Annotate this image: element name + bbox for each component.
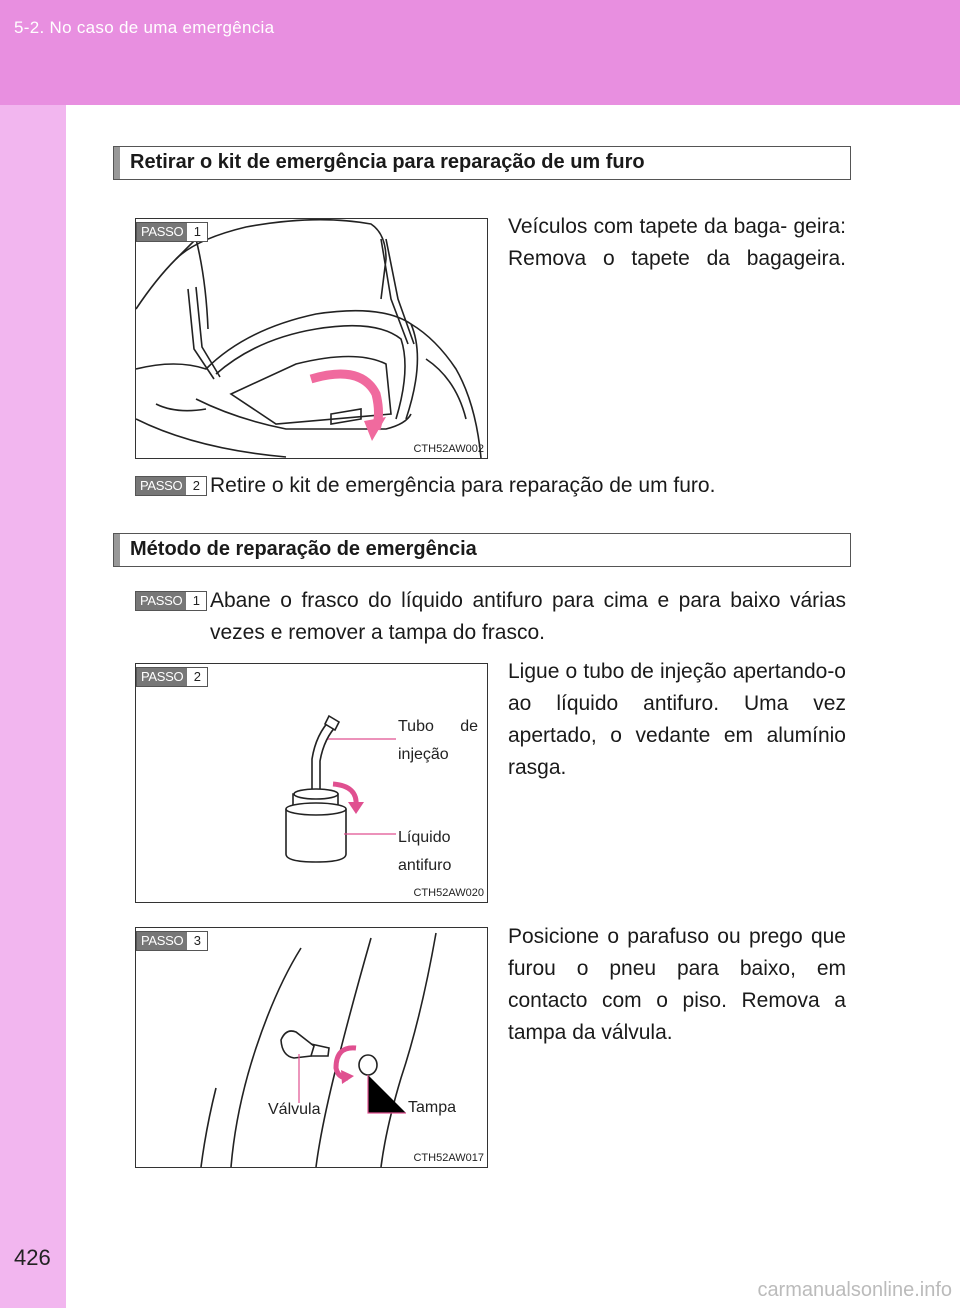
figure-code: CTH52AW002 xyxy=(413,443,484,455)
step-text: Posicione o parafuso ou prego que furou o pneu para baixo, em contacto com o piso. Remova a tampa da válvula. xyxy=(508,925,846,1044)
figure-trunk xyxy=(135,218,488,459)
section-heading-repair-method xyxy=(113,533,851,567)
watermark: carmanualsonline.info xyxy=(757,1279,952,1301)
trunk-illustration xyxy=(136,219,487,458)
section-heading-kit-removal xyxy=(113,146,851,180)
callout-cap-label: Tampa xyxy=(408,1099,457,1116)
callout-liquid-label: Líquido antifuro xyxy=(398,829,452,874)
figure-code: CTH52AW020 xyxy=(413,887,484,899)
page-header-bar xyxy=(0,0,960,105)
step-badge: PASSO 1 xyxy=(136,222,208,242)
figure-sealant-bottle xyxy=(135,663,488,903)
callout-valve-label: Válvula xyxy=(268,1101,321,1118)
heading-text: Método de reparação de emergência xyxy=(130,538,477,560)
step-badge: PASSO 2 xyxy=(136,667,208,687)
figure-tire-valve xyxy=(135,927,488,1168)
step-badge: PASSO 3 xyxy=(136,931,208,951)
valve-illustration xyxy=(136,928,487,1167)
figure-code: CTH52AW017 xyxy=(413,1152,484,1164)
step-text: Retire o kit de emergência para reparação de um furo. xyxy=(210,474,716,497)
heading-text: Retirar o kit de emergência para reparação de um furo xyxy=(130,151,645,173)
section-title: 5-2. No caso de uma emergência xyxy=(14,18,275,37)
callout-tube-label: Tubo de injeção xyxy=(398,718,478,763)
step-text: Veículos com tapete da baga- geira: Remova o tapete da bagageira. xyxy=(508,215,846,270)
step-text: Abane o frasco do líquido antifuro para cima e para baixo várias vezes e remover a tampa do frasco. xyxy=(210,589,846,644)
step-text: Ligue o tubo de injeção apertando-o ao líquido antifuro. Uma vez apertado, o vedante em alumínio rasga. xyxy=(508,660,846,779)
page-side-margin xyxy=(0,105,66,1308)
page-number: 426 xyxy=(14,1245,51,1270)
step-badge: PASSO 2 xyxy=(135,476,207,496)
step-badge: PASSO 1 xyxy=(135,591,207,611)
